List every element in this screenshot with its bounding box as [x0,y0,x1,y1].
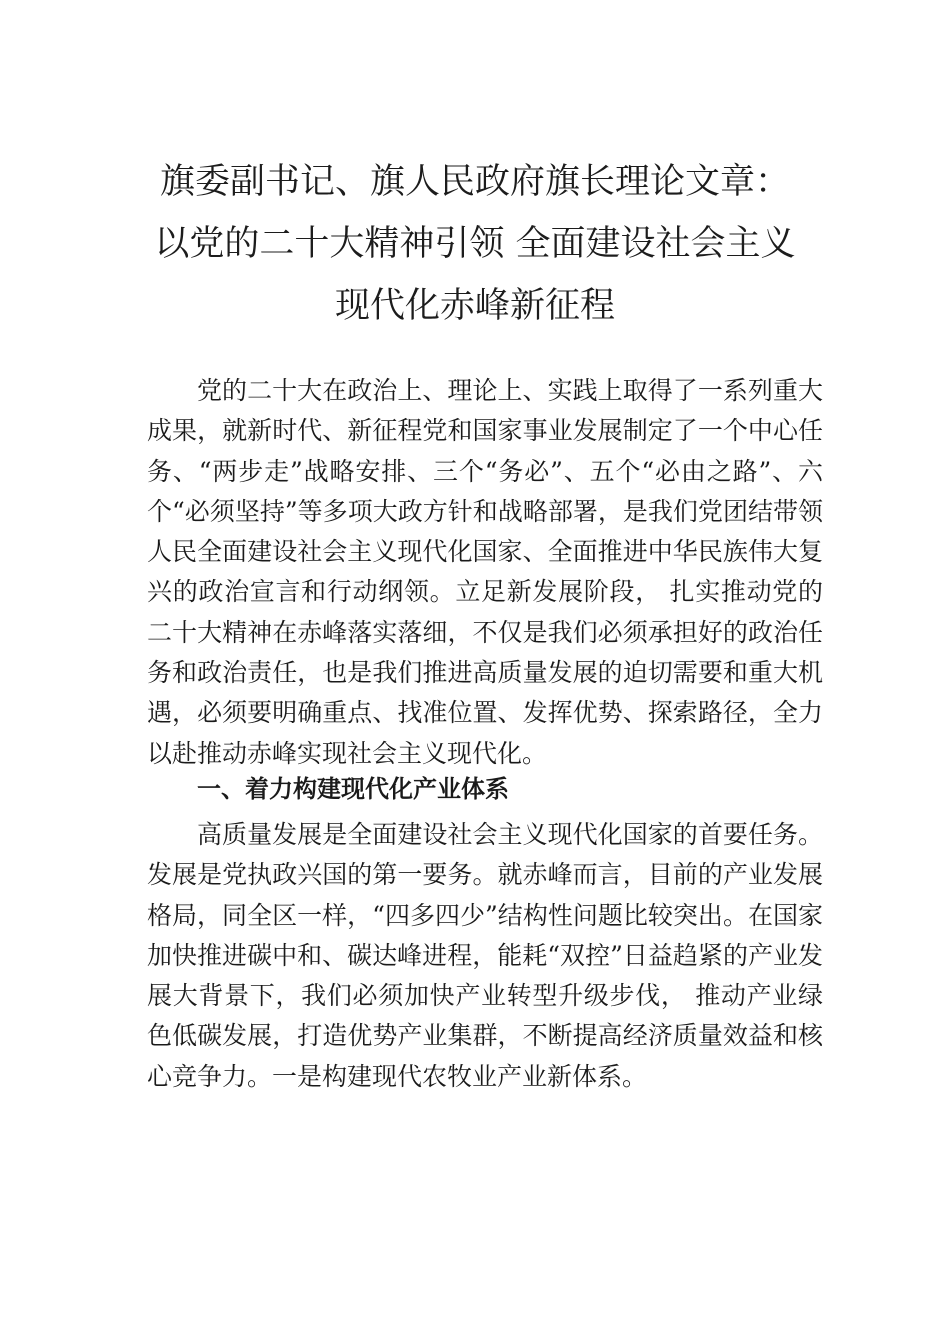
title-line-2: 以党的二十大精神引领 全面建设社会主义 [154,224,796,264]
body-paragraph-section-1: 高质量发展是全面建设社会主义现代化国家的首要任务。发展是党执政兴国的第一要务。就赤峰而言，目前的产业发展格局，同全区一样，“四多四少”结构性问题比较突出。在国家加快推进碳中和、碳达峰进程，能耗“双控”日益趋紧的产业发展大背景下，我们必须加快产业转型升级步伐， 推动产业绿色低碳发展，打造优势产业集群，不断提高经济质量效益和核心竞争力。一是构建现代农牧业产业新体系。 [147,820,823,1091]
title-line-3: 现代化赤峰新征程 [334,286,615,326]
body-paragraph-intro: 党的二十大在政治上、理论上、实践上取得了一系列重大成果，就新时代、新征程党和国家事业发展制定了一个中心任务、“两步走”战略安排、三个“务必”、五个“必由之路”、六个“必须坚持”等多项大政方针和战略部署，是我们党团结带领人民全面建设社会主义现代化国家、全面推进中华民族伟大复兴的政治宣言和行动纲领。立足新发展阶段， 扎实推动党的二十大精神在赤峰落实落细，不仅是我们必须承担好的政治任务和政治责任，也是我们推进高质量发展的迫切需要和重大机遇，必须要明确重点、找准位置、发挥优势、探索路径，全力以赴推动赤峰实现社会主义现代化。 [147,376,823,768]
section-heading: 一、着力构建现代化产业体系 [197,775,509,803]
title-line-1: 旗委副书记、旗人民政府旗长理论文章： [159,162,790,202]
